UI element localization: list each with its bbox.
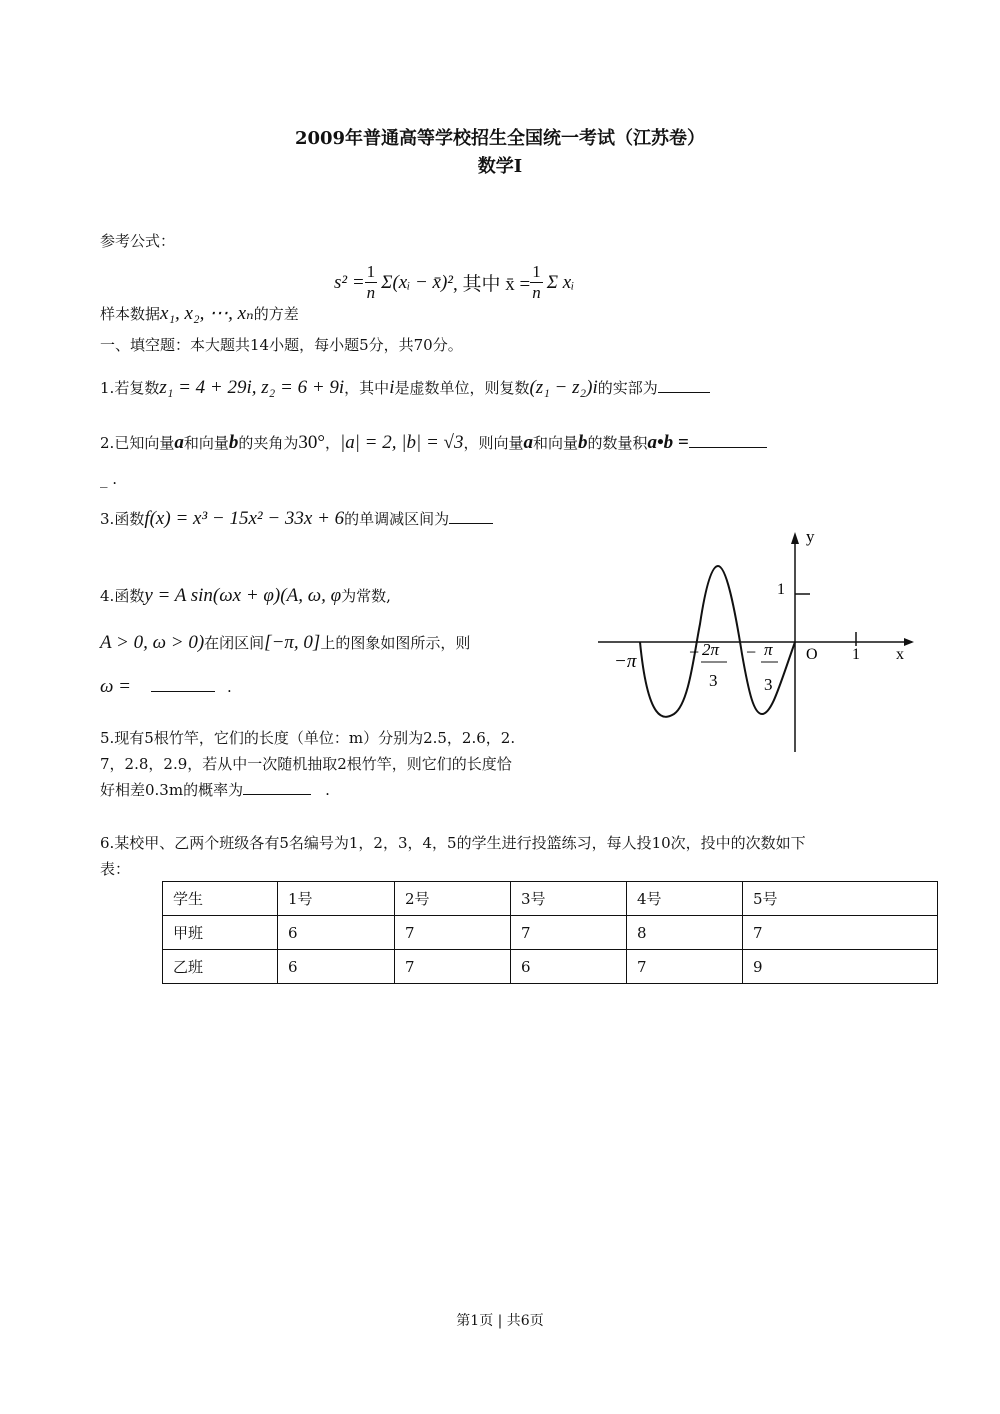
- page-footer: 第1页 | 共6页: [456, 1313, 544, 1329]
- q4-text-1: 函数: [114, 587, 145, 605]
- table-cell: 9: [743, 950, 938, 984]
- sine-graph: [594, 524, 924, 756]
- q1-math-2: i: [389, 377, 395, 398]
- table-row: [163, 950, 938, 984]
- exam-subtitle: 数学I: [477, 156, 523, 177]
- question-4-line-1: [100, 585, 391, 607]
- exam-title: 2009年普通高等学校招生全国统一考试（江苏卷）: [294, 128, 706, 149]
- q5-text-3: 好相差0.3m的概率为: [100, 781, 244, 799]
- q2-sep: ，: [324, 434, 340, 452]
- question-4-line-3: [100, 676, 232, 698]
- q4-math-1: y = A sin(ωx + φ)(A, ω, φ: [144, 585, 342, 606]
- question-1: [100, 377, 710, 399]
- q2-vector-b-2: b: [577, 432, 588, 453]
- formula-frac-1: $\frac{1}{n}$: [366, 262, 376, 302]
- q1-math-1: z₁ = 4 + 29i, z₂ = 6 + 9i: [159, 377, 345, 398]
- q3-answer-blank[interactable]: [449, 509, 493, 524]
- table-cell: 8: [627, 916, 743, 950]
- q1-answer-blank[interactable]: [658, 378, 710, 393]
- q1-number: 1.: [100, 379, 115, 397]
- q4-text-4: 上的图象如图所示，则: [320, 634, 471, 652]
- q3-number: 3.: [100, 510, 115, 528]
- formula-sum-2: Σ xᵢ: [546, 271, 575, 293]
- x-one-label: 1: [852, 646, 860, 663]
- q1-text-2: ，其中: [344, 379, 390, 397]
- table-cell: 4号: [627, 882, 743, 916]
- variance-formula: [334, 262, 574, 303]
- q2-number: 2.: [100, 434, 115, 452]
- origin-label: O: [806, 646, 818, 663]
- q2-text-5: 和向量: [532, 434, 578, 452]
- q2-text-1: 已知向量: [114, 434, 175, 452]
- q4-math-3: [−π, 0]: [264, 632, 321, 653]
- y-axis-label: y: [806, 527, 815, 546]
- neg-pi-3-minus: −: [746, 642, 757, 662]
- neg-2pi-3-minus: −: [689, 642, 700, 662]
- q5-end: .: [325, 781, 330, 799]
- q2-vector-a-2: a: [523, 432, 533, 453]
- reference-label: 参考公式：: [100, 232, 176, 250]
- formula-frac-2: $\frac{1}{n}$: [532, 262, 541, 302]
- question-2: [100, 432, 767, 454]
- table-cell: 6: [511, 950, 627, 984]
- q4-math-4: ω =: [100, 676, 131, 697]
- formula-left: s² =: [334, 271, 365, 293]
- q3-text-1: 函数: [114, 510, 145, 528]
- x-axis-arrow-icon: [904, 638, 914, 646]
- q4-answer-blank[interactable]: [151, 677, 215, 692]
- x-axis-label: x: [896, 646, 904, 663]
- q4-text-2: 为常数,: [341, 587, 391, 605]
- neg-pi-label: −π: [614, 651, 637, 672]
- neg-2pi-3-num: 2π: [702, 640, 720, 659]
- reference-caption: [100, 303, 299, 325]
- table-row: [163, 916, 938, 950]
- caption-prefix: 样本数据: [100, 305, 161, 323]
- q2-answer-blank[interactable]: [689, 433, 767, 448]
- scores-table: [162, 881, 938, 984]
- q2-text-6: 的数量积: [587, 434, 648, 452]
- q1-text-3: 是虚数单位，则复数: [394, 379, 530, 397]
- q4-end: .: [227, 678, 232, 696]
- q6-line-2: 表：: [100, 860, 131, 878]
- q5-line-2: 7，2.8，2.9，若从中一次随机抽取2根竹竿，则它们的长度恰: [100, 755, 512, 773]
- table-cell: 7: [627, 950, 743, 984]
- formula-sum: Σ(xᵢ − x̄)²: [381, 271, 454, 293]
- table-cell: 7: [395, 950, 511, 984]
- q2-angle: 30°: [298, 432, 325, 453]
- q4-number: 4.: [100, 587, 115, 605]
- y-axis-arrow-icon: [791, 532, 799, 544]
- table-header-row: [163, 882, 938, 916]
- table-cell: 3号: [511, 882, 627, 916]
- q2-vector-a: a: [174, 432, 184, 453]
- section-heading: 一、填空题：本大题共14小题，每小题5分，共70分。: [100, 336, 463, 354]
- table-cell: 2号: [395, 882, 511, 916]
- table-cell: 7: [511, 916, 627, 950]
- q2-text-4: ，则向量: [463, 434, 524, 452]
- q2-norms: |a| = 2, |b| = √3: [339, 432, 464, 453]
- caption-suffix: 的方差: [253, 305, 299, 323]
- neg-pi-3-num: π: [764, 640, 773, 659]
- y-one-label: 1: [777, 581, 785, 598]
- table-cell: 7: [395, 916, 511, 950]
- q5-line-1: 5.现有5根竹竿，它们的长度（单位：m）分别为2.5，2.6，2.: [100, 729, 516, 747]
- table-cell: 学生: [163, 882, 278, 916]
- q5-answer-blank[interactable]: [243, 780, 311, 795]
- question-3: [100, 508, 493, 530]
- table-cell: 乙班: [163, 950, 278, 984]
- q3-math-1: f(x) = x³ − 15x² − 33x + 6: [144, 508, 345, 529]
- table-cell: 6: [278, 916, 395, 950]
- table-cell: 6: [278, 950, 395, 984]
- question-4-line-2: [100, 632, 470, 654]
- table-cell: 7: [743, 916, 938, 950]
- q5-line-3: [100, 779, 330, 801]
- q2-line-2: _ .: [100, 470, 118, 488]
- q1-math-3: (z₁ − z₂)i: [529, 377, 598, 398]
- q4-math-2: A > 0, ω > 0): [100, 632, 205, 653]
- neg-pi-3-den: 3: [764, 675, 773, 694]
- neg-2pi-3-den: 3: [709, 671, 718, 690]
- q4-text-3: 在闭区间: [204, 634, 265, 652]
- q2-text-3: 的夹角为: [238, 434, 299, 452]
- formula-mid: , 其中 x̄ =: [453, 274, 531, 295]
- table-cell: 1号: [278, 882, 395, 916]
- caption-vars: x₁, x₂, ⋯, xₙ: [160, 303, 254, 324]
- q6-line-1: 6.某校甲、乙两个班级各有5名编号为1，2，3，4，5的学生进行投篮练习，每人投10次，投中的次数如下: [100, 834, 806, 852]
- table-cell: 5号: [743, 882, 938, 916]
- q2-vector-b: b: [228, 432, 239, 453]
- q2-dot-product: a•b =: [647, 432, 689, 453]
- q3-text-2: 的单调减区间为: [344, 510, 450, 528]
- q2-text-2: 和向量: [183, 434, 229, 452]
- q1-text-4: 的实部为: [597, 379, 658, 397]
- table-cell: 甲班: [163, 916, 278, 950]
- q1-text-1: 若复数: [114, 379, 160, 397]
